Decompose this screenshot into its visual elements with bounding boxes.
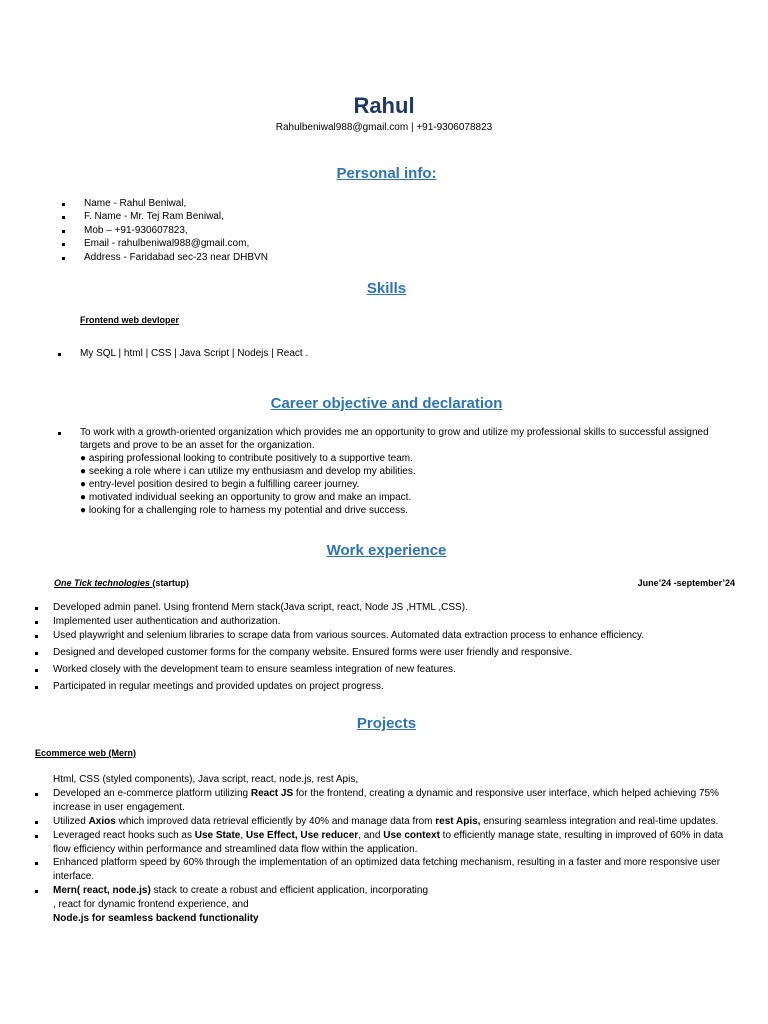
career-point: ● seeking a role where i can utilize my enthusiasm and develop my abilities. <box>80 466 416 477</box>
text: stack to create a robust and efficient application, incorporating <box>150 885 429 896</box>
work-item: Participated in regular meetings and provided updates on project progress. <box>53 681 384 692</box>
personal-name: Name - Rahul Beniwal, <box>84 198 187 209</box>
bullet <box>35 686 38 689</box>
text: ensuring seamless integration and real-time updates. <box>480 816 719 827</box>
bold-text: Mern( react, node.js) <box>53 885 151 896</box>
project-point-3-cont: flow efficiency within performance and streamlined data flow within the application. <box>53 844 418 855</box>
career-point: ● aspiring professional looking to contribute positively to a supportive team. <box>80 453 413 464</box>
project-title: Ecommerce web (Mern) <box>35 748 137 758</box>
personal-father-name: F. Name - Mr. Tej Ram Beniwal, <box>84 211 224 222</box>
bullet <box>35 652 38 655</box>
text: , and <box>358 830 384 841</box>
personal-address: Address - Faridabad sec-23 near DHBVN <box>84 252 268 263</box>
bullet <box>62 257 65 260</box>
career-intro-line2: targets and prove to be an asset for the organization. <box>80 440 315 451</box>
bullet <box>35 890 38 893</box>
text: Developed an e-commerce platform utilizing <box>53 788 251 799</box>
text: which improved data retrieval efficiently by 40% and manage data from <box>115 816 436 827</box>
bold-text: Axios <box>88 816 116 827</box>
bullet <box>35 835 38 838</box>
career-point: ● entry-level position desired to begin a fulfilling career journey. <box>80 479 360 490</box>
project-point-2 <box>53 816 718 828</box>
career-heading: Career objective and declaration <box>270 395 503 412</box>
bullet <box>35 793 38 796</box>
bullet <box>58 353 61 356</box>
work-item: Developed admin panel. Using frontend Mern stack(Java script, react, Node JS ,HTML ,CSS). <box>53 602 468 613</box>
project-point-3 <box>53 830 723 842</box>
work-dates: June’24 -september’24 <box>637 578 735 588</box>
skills-list: My SQL | html | CSS | Java Script | Nodejs | React . <box>80 348 309 359</box>
career-intro-line1: To work with a growth-oriented organization which provides me an opportunity to grow and utilize my professional skills to successful assigned <box>80 427 709 438</box>
personal-info-heading: Personal info: <box>336 165 437 182</box>
bullet <box>62 243 65 246</box>
project-point-5-backend: Node.js for seamless backend functionality <box>53 913 259 924</box>
bullet <box>35 669 38 672</box>
bold-text: React JS <box>250 788 294 799</box>
text: for the frontend, creating a dynamic and responsive user interface, which helped achieving 75% <box>293 788 719 799</box>
bullet <box>35 621 38 624</box>
work-item: Designed and developed customer forms for the company website. Ensured forms were user friendly and responsive. <box>53 647 573 658</box>
bullet <box>35 821 38 824</box>
text: to efficiently manage state, resulting in improved of 60% in data <box>439 830 724 841</box>
project-point-1 <box>53 788 719 800</box>
bullet <box>35 607 38 610</box>
project-point-5 <box>53 885 428 897</box>
project-point-1-cont: increase in user engagement. <box>53 802 185 813</box>
bullet <box>62 203 65 206</box>
bullet <box>62 216 65 219</box>
text: , <box>240 830 246 841</box>
career-point: ● motivated individual seeking an opportunity to grow and make an impact. <box>80 492 412 503</box>
bullet <box>62 230 65 233</box>
bold-text: Use Effect, Use reducer <box>245 830 359 841</box>
project-tech: Html, CSS (styled components), Java script, react, node.js, rest Apis, <box>53 774 359 785</box>
career-point: ● looking for a challenging role to harness my potential and drive success. <box>80 505 408 516</box>
bold-text: rest Apis, <box>435 816 481 827</box>
projects-heading: Projects <box>356 715 417 732</box>
skills-subheading: Frontend web devloper <box>80 315 180 325</box>
contact-line: Rahulbeniwal988@gmail.com | +91-9306078823 <box>275 122 493 133</box>
bullet <box>58 432 61 435</box>
personal-mobile: Mob – +91-930607823, <box>84 225 188 236</box>
project-point-4-cont: interface. <box>53 871 95 882</box>
project-point-4: Enhanced platform speed by 60% through the implementation of an optimized data fetching mechanism, resulting in a faster and more responsive user <box>53 857 721 868</box>
work-item: Worked closely with the development team to ensure seamless integration of new features. <box>53 664 456 675</box>
text: Utilized <box>53 816 89 827</box>
project-point-5-cont: , react for dynamic frontend experience, and <box>53 899 249 910</box>
work-item: Used playwright and selenium libraries to scrape data from various sources. Automated data extraction process to enhance efficiency. <box>53 630 645 641</box>
work-heading: Work experience <box>326 542 447 559</box>
work-item: Implemented user authentication and authorization. <box>53 616 281 627</box>
work-company-line <box>54 577 189 589</box>
candidate-name: Rahul <box>353 93 415 118</box>
bullet <box>35 635 38 638</box>
text: Leveraged react hooks such as <box>53 830 195 841</box>
skills-heading: Skills <box>366 280 407 297</box>
personal-email: Email - rahulbeniwal988@gmail.com, <box>84 238 250 249</box>
bold-text: Use context <box>383 830 440 841</box>
bold-text: Use State <box>194 830 241 841</box>
company-type: (startup) <box>152 578 189 588</box>
company-name: One Tick technologies <box>54 578 153 588</box>
bullet <box>35 862 38 865</box>
